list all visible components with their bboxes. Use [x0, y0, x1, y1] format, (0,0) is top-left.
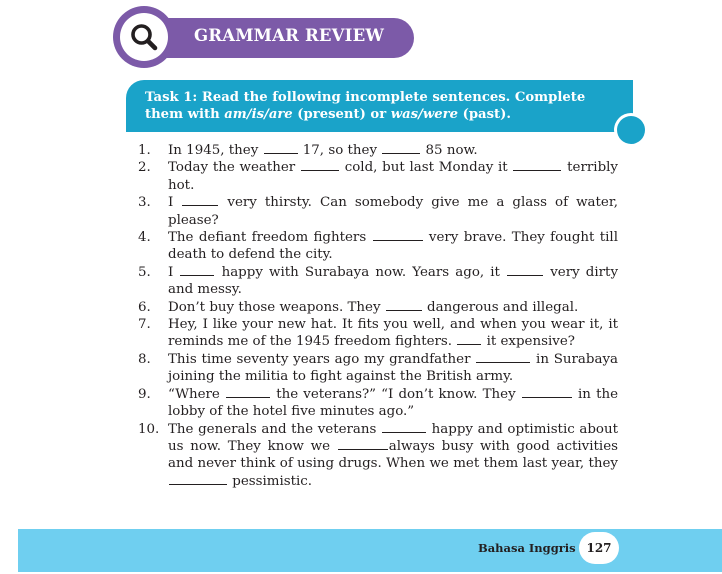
- answer-blank[interactable]: [180, 264, 214, 276]
- sentence-text: happy with Surabaya now. Years ago, it: [215, 264, 507, 280]
- sentence-text: in the lobby of the hotel five minutes ago.”: [168, 386, 618, 420]
- exercise-item: [138, 299, 618, 316]
- answer-blank[interactable]: [182, 194, 218, 206]
- item-number: 7.: [138, 317, 151, 333]
- exercise-item: [138, 316, 618, 351]
- sentence-text: The defiant freedom fighters: [168, 230, 372, 246]
- sentence-text: Don’t buy those weapons. They: [168, 299, 385, 315]
- task-instruction: Task 1: Read the following incomplete sentences. Complete them with am/is/are (present) or was/were (past).: [145, 90, 586, 122]
- sentence-text: 17, so they: [298, 143, 382, 158]
- item-number: 10.: [138, 421, 160, 437]
- sentence-text: I: [168, 264, 180, 280]
- book-title: Bahasa Inggris: [478, 541, 576, 555]
- answer-blank[interactable]: [457, 333, 481, 345]
- answer-blank[interactable]: [264, 142, 298, 154]
- exercise-item: [138, 142, 618, 159]
- sentence-text: it expensive?: [482, 334, 575, 350]
- sentence-text: The generals and the veterans: [168, 421, 382, 437]
- search-icon: [129, 22, 159, 52]
- sentence-text: dangerous and illegal.: [422, 299, 579, 315]
- answer-blank[interactable]: [476, 351, 530, 363]
- item-number: 9.: [138, 386, 151, 402]
- exercise-item: [138, 351, 618, 386]
- item-number: 8.: [138, 351, 151, 367]
- item-number: 3.: [138, 195, 151, 211]
- exercise-item: [138, 229, 618, 264]
- item-number: 2.: [138, 160, 151, 176]
- exercise-item: [138, 194, 618, 229]
- exercise-item: [138, 159, 618, 194]
- answer-blank[interactable]: [513, 159, 561, 171]
- sentence-text: This time seventy years ago my grandfather: [168, 351, 476, 367]
- item-number: 5.: [138, 264, 151, 280]
- past-forms: was/were: [390, 107, 458, 122]
- sentence-text: terribly hot.: [168, 160, 618, 193]
- sentence-text: cold, but last Monday it: [339, 160, 513, 176]
- answer-blank[interactable]: [338, 438, 388, 450]
- sentence-text: very thirsty. Can somebody give me a glass of water, please?: [168, 195, 619, 228]
- sentence-text: happy and optimistic about us now. They know we: [168, 421, 618, 454]
- answer-blank[interactable]: [226, 386, 270, 398]
- exercise-item: [138, 386, 618, 421]
- sentence-text: In 1945, they: [168, 143, 263, 158]
- item-number: 1.: [138, 143, 151, 158]
- sentence-text: pessimistic.: [228, 473, 313, 489]
- sentence-text: Hey, I like your new hat. It fits you well, and when you wear it, it reminds me of the 1945 freedom fighters.: [168, 317, 618, 350]
- sentence-text: in Surabaya joining the militia to fight against the British army.: [168, 351, 618, 385]
- exercise-item: [138, 421, 618, 491]
- answer-blank[interactable]: [382, 142, 420, 154]
- page-number: 127: [579, 532, 619, 564]
- answer-blank[interactable]: [382, 421, 426, 433]
- sentence-text: always busy with good activities and never think of using drugs. When we met them last year, they: [168, 438, 618, 472]
- answer-blank[interactable]: [169, 473, 227, 485]
- answer-blank[interactable]: [522, 386, 572, 398]
- decorative-dot: [617, 116, 645, 144]
- exercise-list: [138, 142, 618, 490]
- sentence-text: “Where: [168, 386, 226, 402]
- item-number: 4.: [138, 230, 151, 246]
- answer-blank[interactable]: [301, 159, 339, 171]
- sentence-text: Today the weather: [168, 160, 300, 176]
- present-forms: am/is/are: [224, 107, 293, 122]
- answer-blank[interactable]: [373, 229, 423, 241]
- section-title: GRAMMAR REVIEW: [194, 26, 385, 45]
- sentence-text: very brave. They fought till death to defend the city.: [168, 230, 618, 263]
- item-number: 6.: [138, 299, 151, 315]
- sentence-text: the veterans?” “I don’t know. They: [271, 386, 521, 402]
- sentence-text: very dirty and messy.: [168, 264, 619, 298]
- sentence-text: 85 now.: [421, 143, 478, 158]
- search-badge: [113, 6, 175, 68]
- answer-blank[interactable]: [507, 264, 543, 276]
- answer-blank[interactable]: [386, 299, 422, 311]
- exercise-item: [138, 264, 618, 299]
- sentence-text: I: [168, 195, 182, 211]
